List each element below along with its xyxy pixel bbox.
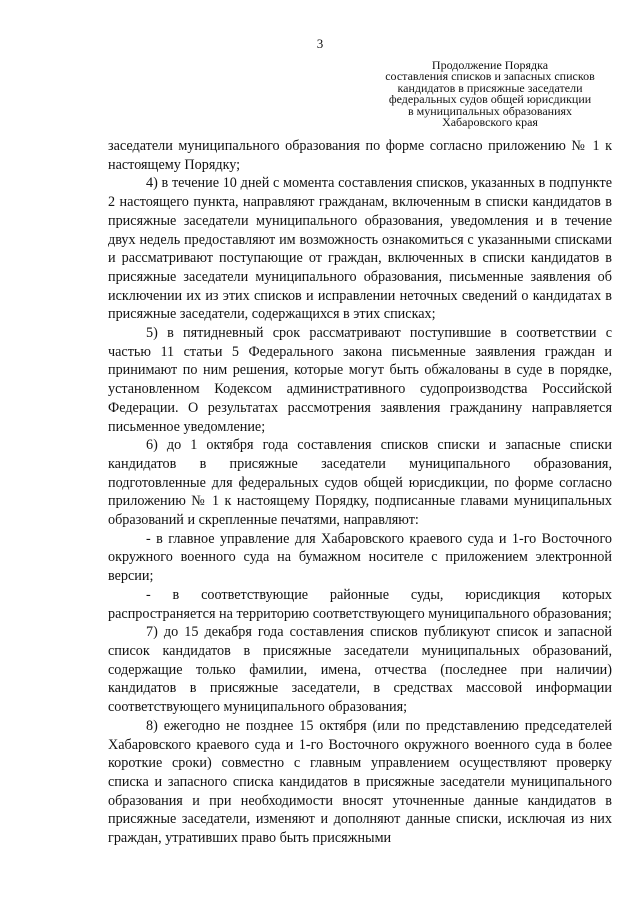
document-header: [368, 60, 612, 128]
document-body: [108, 137, 612, 848]
paragraph-item-5: 5) в пятидневный срок рассматривают поступившие в соответствии с частью 11 статьи 5 Федерального закона письменные заявления граждан и принимают по ним решения, которые могут быть обжалованы в суде в порядке, установленном Кодексом административного судопроизводства Российской Федерации. О результатах рассмотрения заявления гражданину направляется письменное уведомление;: [108, 325, 612, 435]
paragraph-item-6-bullet-2: - в соответствующие районные суды, юрисдикция которых распространяется на территорию соответствующего муниципального образования;: [108, 586, 612, 622]
header-line: кандидатов в присяжные заседатели: [397, 80, 583, 95]
paragraph-item-6: 6) до 1 октября года составления списков списки и запасные списки кандидатов в присяжные заседатели муниципального образования, подготовленные для федеральных судов общей юрисдикции, по форме согласно приложению № 1 к настоящему Порядку, подписанные главами муниципальных образований и скрепленные печатями, направляют:: [108, 437, 612, 529]
paragraph-item-7: 7) до 15 декабря года составления списков публикуют список и запасной список кандидатов в присяжные заседатели муниципальных образований, содержащие только фамилии, имена, отчества (последнее при наличии) кандидатов в присяжные заседатели, в средствах массовой информации соответствующего муниципального образования;: [108, 624, 612, 716]
paragraph-item-4: 4) в течение 10 дней с момента составления списков, указанных в подпункте 2 настоящего пункта, направляют гражданам, включенным в списки кандидатов в присяжные заседатели муниципального образования, уведомления и в течение двух недель предоставляют им возможность ознакомиться с указанными списками и рассматривают поступающие от граждан, включенных в списки кандидатов в присяжные заседатели муниципального образования, письменные заявления об исключении их из этих списков и исправлении неточных сведений о кандидатах в присяжные заседатели, содержащихся в этих списках;: [108, 175, 612, 323]
header-line: Хабаровского края: [442, 115, 538, 130]
paragraph-continuation: заседатели муниципального образования по форме согласно приложению № 1 к настоящему Порядку;: [108, 138, 612, 173]
header-line: в муниципальных образованиях: [407, 103, 573, 118]
header-line: Продолжение Порядка: [431, 58, 549, 72]
page-number: 3: [316, 36, 324, 51]
paragraph-item-8: 8) ежегодно не позднее 15 октября (или по представлению председателей Хабаровского краевого суда и 1-го Восточного окружного военного суда в более короткие сроки) совместно с главным управлением осуществляют проверку списка и запасного списка кандидатов в присяжные заседатели муниципального образования и при необходимости вносят уточненные данные кандидатов в присяжные заседатели, изменяют и дополняют данные списки, исключая из них граждан, утративших право быть присяжными: [108, 717, 612, 847]
header-line: составления списков и запасных списков: [385, 69, 595, 84]
header-line: федеральных судов общей юрисдикции: [388, 92, 592, 107]
paragraph-item-6-bullet-1: - в главное управление для Хабаровского краевого суда и 1-го Восточного окружного военного суда на бумажном носителе с приложением электронной версии;: [108, 530, 612, 585]
